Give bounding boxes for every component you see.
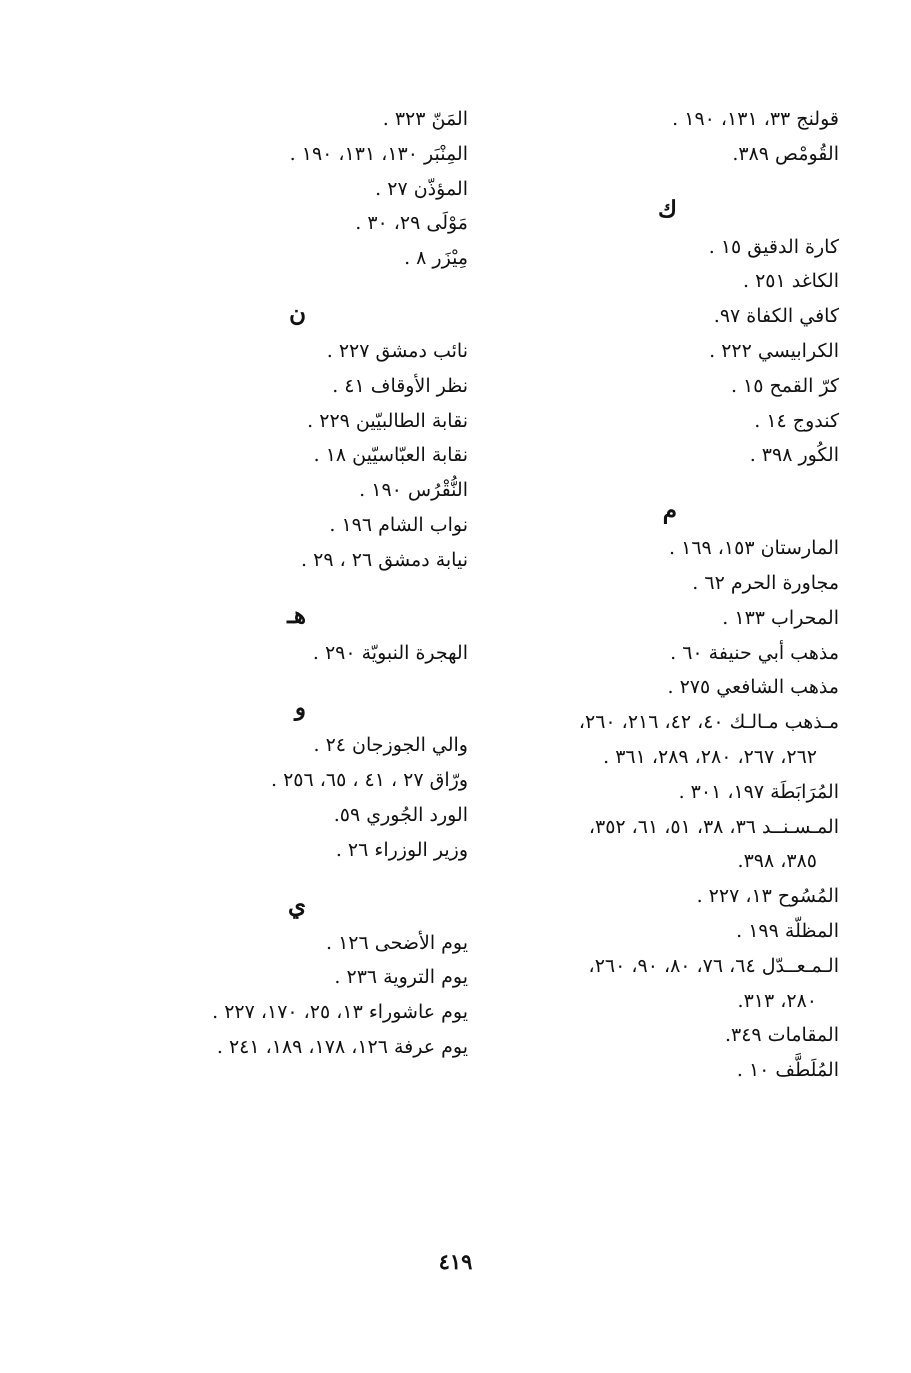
index-entry: مـذهب مـالـك ٤٠، ٤٢، ٢١٦، ٢٦٠،	[578, 711, 839, 734]
index-entry: مجاورة الحرم ٦٢ .	[692, 571, 839, 594]
index-entry: الكُور ٣٩٨ .	[749, 444, 839, 467]
section-gap	[168, 670, 468, 688]
index-entry: المقامات ٣٤٩.	[724, 1024, 839, 1047]
index-entry: نقابة الطالبيّين ٢٢٩ .	[307, 409, 468, 432]
index-entry-continuation: ٢٨٠، ٣١٣.	[737, 989, 817, 1012]
section-letter-heading: ي	[287, 891, 306, 919]
index-entry: مِيْزَر ٨ .	[404, 247, 468, 270]
section-gap	[509, 473, 839, 491]
section-gap	[168, 578, 468, 596]
index-entry: القُومْص ٣٨٩.	[732, 142, 839, 165]
index-entry: المظلّة ١٩٩ .	[736, 919, 839, 942]
index-entry: مَوْلَى ٢٩، ٣٠ .	[355, 212, 468, 235]
index-entry: المارستان ١٥٣، ١٦٩ .	[669, 537, 839, 560]
index-entry: والي الجوزجان ٢٤ .	[313, 734, 468, 757]
index-entry: المحراب ١٣٣ .	[722, 606, 839, 629]
index-entry: كافي الكفاة ٩٧.	[713, 305, 839, 328]
index-entry: الـمـعــدّل ٦٤، ٧٦، ٨٠، ٩٠، ٢٦٠،	[588, 954, 839, 977]
page-number: ٤١٩	[438, 1249, 473, 1274]
section-gap	[168, 276, 468, 294]
index-entry: كارة الدقيق ١٥ .	[708, 235, 839, 258]
index-entry: المِنْبَر ١٣٠، ١٣١، ١٩٠ .	[289, 142, 468, 165]
index-entry: المُلَطَّف ١٠ .	[736, 1059, 839, 1082]
section-gap	[509, 172, 839, 190]
section-letter-heading: ن	[289, 299, 306, 327]
index-entry-continuation: ٢٦٢، ٢٦٧، ٢٨٠، ٢٨٩، ٣٦١ .	[603, 745, 817, 768]
index-column-right	[509, 102, 839, 1088]
index-entry: كرّ القمح ١٥ .	[730, 374, 839, 397]
index-entry: يوم التروية ٢٣٦ .	[334, 966, 468, 989]
index-entry-continuation: ٣٨٥، ٣٩٨.	[737, 850, 817, 873]
index-entry: الكرابيسي ٢٢٢ .	[709, 339, 839, 362]
index-entry: كندوج ١٤ .	[754, 409, 839, 432]
section-gap	[168, 868, 468, 886]
index-entry: مذهب أبي حنيفة ٦٠ .	[670, 641, 839, 664]
index-entry: نائب دمشق ٢٢٧ .	[326, 339, 468, 362]
index-entry: المـسـنــد ٣٦، ٣٨، ٥١، ٦١، ٣٥٢،	[588, 815, 839, 838]
index-entry: الهجرة النبويّة ٢٩٠ .	[312, 641, 468, 664]
index-entry: المَنّ ٣٢٣ .	[382, 108, 468, 130]
index-entry: يوم عرفة ١٢٦، ١٧٨، ١٨٩، ٢٤١ .	[216, 1035, 468, 1058]
index-entry: المُسُوح ١٣، ٢٢٧ .	[696, 885, 839, 908]
index-column-left	[168, 102, 468, 1065]
index-entry: المؤذّن ٢٧ .	[375, 177, 468, 200]
index-entry: يوم عاشوراء ١٣، ٢٥، ١٧٠، ٢٢٧ .	[212, 1001, 468, 1024]
index-entry: نواب الشام ١٩٦ .	[329, 513, 468, 536]
section-letter-heading: و	[294, 694, 306, 722]
index-entry: وزير الوزراء ٢٦ .	[335, 838, 468, 861]
index-entry: نقابة العبّاسيّين ١٨ .	[313, 444, 468, 467]
index-entry: ورّاق ٢٧ ، ٤١ ، ٦٥، ٢٥٦ .	[270, 769, 468, 792]
index-entry: الكاغد ٢٥١ .	[742, 270, 839, 293]
index-entry: نظر الأوقاف ٤١ .	[332, 374, 468, 397]
index-entry: نيابة دمشق ٢٦ ، ٢٩ .	[301, 548, 468, 571]
index-entry: النُّقْرُس ١٩٠ .	[359, 479, 468, 502]
index-entry: الورد الجُوري ٥٩.	[333, 803, 468, 826]
index-entry: قولنج ٣٣، ١٣١، ١٩٠ .	[672, 108, 839, 130]
section-letter-heading: ك	[658, 195, 677, 223]
section-letter-heading: هـ	[287, 601, 306, 629]
section-letter-heading: م	[662, 497, 677, 525]
index-entry: المُرَابَطَة ١٩٧، ٣٠١ .	[678, 780, 839, 803]
index-entry: يوم الأضحى ١٢٦ .	[325, 931, 468, 954]
index-entry: مذهب الشافعي ٢٧٥ .	[667, 676, 839, 699]
